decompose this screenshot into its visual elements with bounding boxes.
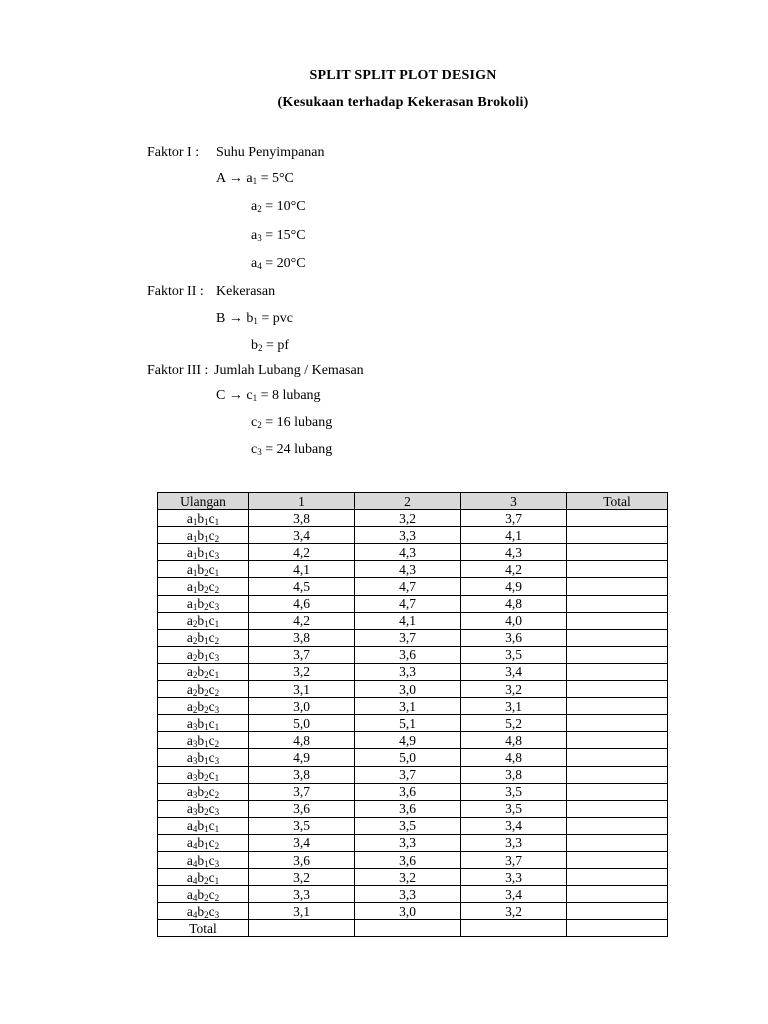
total-row-cell xyxy=(567,920,668,937)
value-cell: 3,5 xyxy=(355,817,461,834)
value-cell: 4,3 xyxy=(355,561,461,578)
value-cell: 3,3 xyxy=(461,834,567,851)
factor-1-level-2: $a_2 = 10^\circ C$ xyxy=(251,199,306,214)
treatment-cell: $a_4b_1c_3$ xyxy=(158,851,249,868)
total-cell xyxy=(567,749,668,766)
value-cell: 4,7 xyxy=(355,595,461,612)
value-cell: 3,7 xyxy=(249,646,355,663)
value-cell: 3,6 xyxy=(355,783,461,800)
table-row xyxy=(158,886,668,903)
value-cell: 3,5 xyxy=(249,817,355,834)
table-row xyxy=(158,732,668,749)
value-cell: 3,6 xyxy=(355,800,461,817)
value-cell: 3,6 xyxy=(461,629,567,646)
treatment-cell: $a_1b_2c_1$ xyxy=(158,561,249,578)
value-cell: 3,8 xyxy=(461,766,567,783)
treatment-cell: $a_1b_2c_3$ xyxy=(158,595,249,612)
table-row xyxy=(158,612,668,629)
value-cell: 3,1 xyxy=(249,903,355,920)
table-row xyxy=(158,578,668,595)
table-row xyxy=(158,715,668,732)
table-row xyxy=(158,749,668,766)
table-row xyxy=(158,629,668,646)
treatment-cell: $a_4b_1c_2$ xyxy=(158,834,249,851)
header-total: Total xyxy=(567,493,668,510)
table-row xyxy=(158,527,668,544)
treatment-cell: $a_3b_1c_3$ xyxy=(158,749,249,766)
header-rep-2: 2 xyxy=(355,493,461,510)
value-cell: 3,3 xyxy=(355,663,461,680)
table-row xyxy=(158,903,668,920)
value-cell: 4,0 xyxy=(461,612,567,629)
value-cell: 4,1 xyxy=(461,527,567,544)
value-cell: 3,2 xyxy=(461,681,567,698)
value-cell: 3,6 xyxy=(249,851,355,868)
factor-1-level-4: $a_4 = 20^\circ C$ xyxy=(251,256,306,271)
total-cell xyxy=(567,766,668,783)
table-row xyxy=(158,698,668,715)
treatment-cell: $a_1b_2c_2$ xyxy=(158,578,249,595)
value-cell: 4,1 xyxy=(355,612,461,629)
factor-3-level-2: $c_2 = 16$ lubang xyxy=(251,415,333,430)
table-body xyxy=(158,510,668,937)
value-cell: 4,9 xyxy=(461,578,567,595)
table-row xyxy=(158,561,668,578)
value-cell: 3,1 xyxy=(355,698,461,715)
total-cell xyxy=(567,851,668,868)
total-cell xyxy=(567,732,668,749)
table-row xyxy=(158,595,668,612)
value-cell: 3,0 xyxy=(249,698,355,715)
total-cell xyxy=(567,715,668,732)
header-rep-3: 3 xyxy=(461,493,567,510)
factor-3-level-1: $C \to c_1 = 8$ lubang xyxy=(216,388,321,403)
value-cell: 3,7 xyxy=(461,510,567,527)
treatment-cell: $a_2b_1c_1$ xyxy=(158,612,249,629)
document-title: SPLIT SPLIT PLOT DESIGN xyxy=(309,68,497,83)
table-total-row xyxy=(158,920,668,937)
total-row-cell xyxy=(461,920,567,937)
value-cell: 3,3 xyxy=(355,527,461,544)
value-cell: 3,8 xyxy=(249,510,355,527)
value-cell: 4,5 xyxy=(249,578,355,595)
value-cell: 4,2 xyxy=(249,544,355,561)
value-cell: 3,4 xyxy=(461,817,567,834)
table-row xyxy=(158,766,668,783)
value-cell: 3,4 xyxy=(461,663,567,680)
value-cell: 3,1 xyxy=(461,698,567,715)
factor-1-level-3: $a_3 = 15^\circ C$ xyxy=(251,228,306,243)
value-cell: 3,5 xyxy=(461,646,567,663)
value-cell: 3,6 xyxy=(355,646,461,663)
table-row xyxy=(158,817,668,834)
table-header-row xyxy=(158,493,668,510)
table-row xyxy=(158,663,668,680)
factor-1-name: Suhu Penyimpanan xyxy=(216,145,325,160)
treatment-cell: $a_3b_2c_2$ xyxy=(158,783,249,800)
value-cell: 3,5 xyxy=(461,800,567,817)
value-cell: 3,8 xyxy=(249,629,355,646)
total-cell xyxy=(567,817,668,834)
treatment-cell: $a_2b_2c_3$ xyxy=(158,698,249,715)
value-cell: 4,7 xyxy=(355,578,461,595)
treatment-cell: $a_1b_1c_1$ xyxy=(158,510,249,527)
treatment-cell: $a_3b_2c_1$ xyxy=(158,766,249,783)
value-cell: 4,2 xyxy=(461,561,567,578)
value-cell: 3,7 xyxy=(355,629,461,646)
value-cell: 3,7 xyxy=(249,783,355,800)
treatment-cell: $a_4b_2c_3$ xyxy=(158,903,249,920)
treatment-cell: $a_2b_1c_3$ xyxy=(158,646,249,663)
total-cell xyxy=(567,544,668,561)
table-row xyxy=(158,646,668,663)
value-cell: 4,9 xyxy=(249,749,355,766)
treatment-cell: $a_1b_1c_2$ xyxy=(158,527,249,544)
factor-2-level-2: $b_2$ = pf xyxy=(251,338,290,353)
factor-1-level-1: $A \to a_1 = 5^\circ C$ xyxy=(216,171,294,186)
table-row xyxy=(158,783,668,800)
value-cell: 4,2 xyxy=(249,612,355,629)
value-cell: 3,2 xyxy=(355,869,461,886)
factor-3-label: Faktor III : xyxy=(147,363,209,378)
value-cell: 3,3 xyxy=(355,886,461,903)
table-row xyxy=(158,510,668,527)
total-cell xyxy=(567,834,668,851)
total-cell xyxy=(567,869,668,886)
total-cell xyxy=(567,527,668,544)
value-cell: 4,3 xyxy=(461,544,567,561)
value-cell: 4,8 xyxy=(461,595,567,612)
document-subtitle: (Kesukaan terhadap Kekerasan Brokoli) xyxy=(277,95,529,110)
value-cell: 3,4 xyxy=(461,886,567,903)
value-cell: 3,7 xyxy=(461,851,567,868)
header-rep-1: 1 xyxy=(249,493,355,510)
value-cell: 4,9 xyxy=(355,732,461,749)
value-cell: 5,1 xyxy=(355,715,461,732)
total-row-cell xyxy=(249,920,355,937)
treatment-cell: $a_1b_1c_3$ xyxy=(158,544,249,561)
factor-3-name: Jumlah Lubang / Kemasan xyxy=(214,363,364,378)
value-cell: 3,2 xyxy=(249,663,355,680)
total-cell xyxy=(567,510,668,527)
value-cell: 4,6 xyxy=(249,595,355,612)
value-cell: 3,3 xyxy=(249,886,355,903)
total-cell xyxy=(567,800,668,817)
table-row xyxy=(158,834,668,851)
value-cell: 4,8 xyxy=(461,749,567,766)
total-row-cell xyxy=(355,920,461,937)
value-cell: 5,0 xyxy=(249,715,355,732)
treatment-cell: $a_3b_2c_3$ xyxy=(158,800,249,817)
data-table xyxy=(157,492,668,937)
table-row xyxy=(158,869,668,886)
treatment-cell: $a_4b_2c_2$ xyxy=(158,886,249,903)
total-row-label: Total xyxy=(158,920,249,937)
treatment-cell: $a_3b_1c_2$ xyxy=(158,732,249,749)
factor-1-label: Faktor I : xyxy=(147,145,200,160)
factor-2-name: Kekerasan xyxy=(216,284,276,299)
value-cell: 5,2 xyxy=(461,715,567,732)
treatment-cell: $a_2b_2c_2$ xyxy=(158,681,249,698)
table-row xyxy=(158,851,668,868)
value-cell: 3,6 xyxy=(355,851,461,868)
value-cell: 4,8 xyxy=(249,732,355,749)
table-row xyxy=(158,800,668,817)
total-cell xyxy=(567,612,668,629)
value-cell: 3,0 xyxy=(355,903,461,920)
value-cell: 3,4 xyxy=(249,834,355,851)
total-cell xyxy=(567,629,668,646)
treatment-cell: $a_2b_1c_2$ xyxy=(158,629,249,646)
value-cell: 4,3 xyxy=(355,544,461,561)
value-cell: 3,6 xyxy=(249,800,355,817)
total-cell xyxy=(567,903,668,920)
value-cell: 3,0 xyxy=(355,681,461,698)
value-cell: 4,1 xyxy=(249,561,355,578)
value-cell: 3,3 xyxy=(461,869,567,886)
table-row xyxy=(158,681,668,698)
header-ulangan: Ulangan xyxy=(158,493,249,510)
factor-2-label: Faktor II : xyxy=(147,284,204,299)
total-cell xyxy=(567,646,668,663)
total-cell xyxy=(567,783,668,800)
factor-3-level-3: $c_3 = 24$ lubang xyxy=(251,442,333,457)
total-cell xyxy=(567,886,668,903)
value-cell: 3,1 xyxy=(249,681,355,698)
treatment-cell: $a_3b_1c_1$ xyxy=(158,715,249,732)
factor-2-level-1: $B \to b_1$ = pvc xyxy=(216,311,293,326)
value-cell: 3,2 xyxy=(249,869,355,886)
value-cell: 5,0 xyxy=(355,749,461,766)
value-cell: 3,2 xyxy=(355,510,461,527)
total-cell xyxy=(567,663,668,680)
value-cell: 3,5 xyxy=(461,783,567,800)
value-cell: 3,2 xyxy=(461,903,567,920)
treatment-cell: $a_2b_2c_1$ xyxy=(158,663,249,680)
treatment-cell: $a_4b_2c_1$ xyxy=(158,869,249,886)
value-cell: 3,4 xyxy=(249,527,355,544)
total-cell xyxy=(567,681,668,698)
total-cell xyxy=(567,561,668,578)
table-row xyxy=(158,544,668,561)
total-cell xyxy=(567,578,668,595)
total-cell xyxy=(567,595,668,612)
value-cell: 3,7 xyxy=(355,766,461,783)
treatment-cell: $a_4b_1c_1$ xyxy=(158,817,249,834)
value-cell: 4,8 xyxy=(461,732,567,749)
value-cell: 3,3 xyxy=(355,834,461,851)
value-cell: 3,8 xyxy=(249,766,355,783)
total-cell xyxy=(567,698,668,715)
